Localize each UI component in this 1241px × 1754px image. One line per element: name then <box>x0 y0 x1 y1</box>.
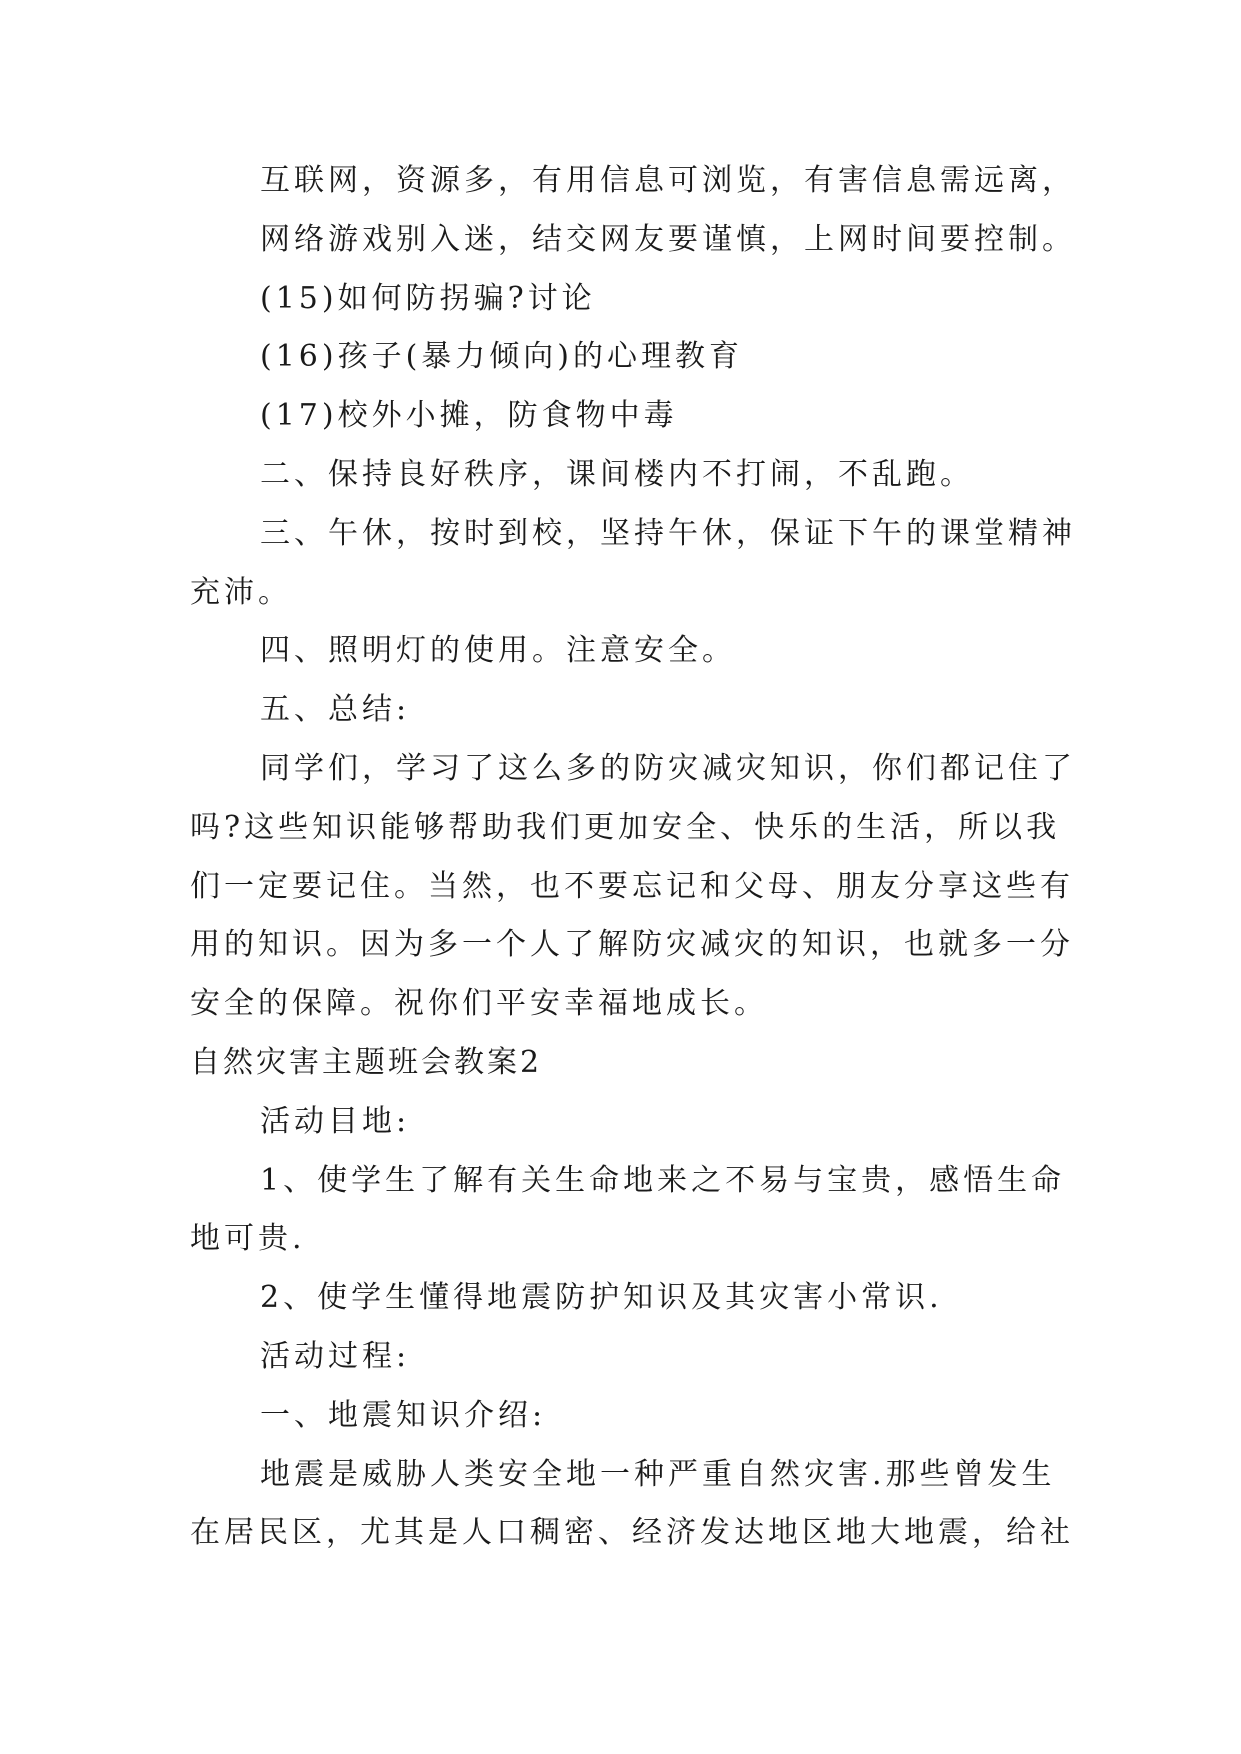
section-heading: 活动过程: <box>260 1338 411 1374</box>
text-line: 网络游戏别入迷，结交网友要谨慎，上网时间要控制。 <box>260 221 1076 257</box>
text-line: 互联网，资源多，有用信息可浏览，有害信息需远离， <box>260 163 1076 198</box>
paragraph-line: 们一定要记住。当然，也不要忘记和父母、朋友分享这些有 <box>190 868 1074 904</box>
paragraph-line: 安全的保障。祝你们平安幸福地成长。 <box>190 986 768 1022</box>
list-item: (15)如何防拐骗?讨论 <box>260 280 596 316</box>
section-heading: 二、保持良好秩序，课间楼内不打闹，不乱跑。 <box>260 456 974 492</box>
paragraph-line: 用的知识。因为多一个人了解防灾减灾的知识，也就多一分 <box>190 927 1074 963</box>
section-heading: 活动目地: <box>260 1103 411 1139</box>
document-body <box>0 152 1241 1563</box>
document-title: 自然灾害主题班会教案2 <box>190 1044 543 1080</box>
list-item: (16)孩子(暴力倾向)的心理教育 <box>260 339 743 375</box>
list-item: (17)校外小摊，防食物中毒 <box>260 398 678 434</box>
text-line: 充沛。 <box>190 574 292 610</box>
paragraph-line: 吗?这些知识能够帮助我们更加安全、快乐的生活，所以我 <box>190 809 1061 845</box>
section-heading: 一、地震知识介绍: <box>260 1397 547 1433</box>
section-heading: 五、总结: <box>260 692 411 728</box>
section-heading: 三、午休，按时到校，坚持午休，保证下午的课堂精神 <box>260 515 1076 551</box>
paragraph-line: 地震是威胁人类安全地一种严重自然灾害.那些曾发生 <box>260 1456 1056 1492</box>
text-line: 地可贵. <box>190 1221 306 1257</box>
section-heading: 四、照明灯的使用。注意安全。 <box>260 633 736 669</box>
paragraph-line: 在居民区，尤其是人口稠密、经济发达地区地大地震，给社 <box>190 1515 1074 1551</box>
paragraph-line: 同学们，学习了这么多的防灾减灾知识，你们都记住了 <box>260 750 1076 786</box>
list-item: 1、使学生了解有关生命地来之不易与宝贵，感悟生命 <box>260 1162 1066 1198</box>
list-item: 2、使学生懂得地震防护知识及其灾害小常识. <box>260 1280 943 1316</box>
